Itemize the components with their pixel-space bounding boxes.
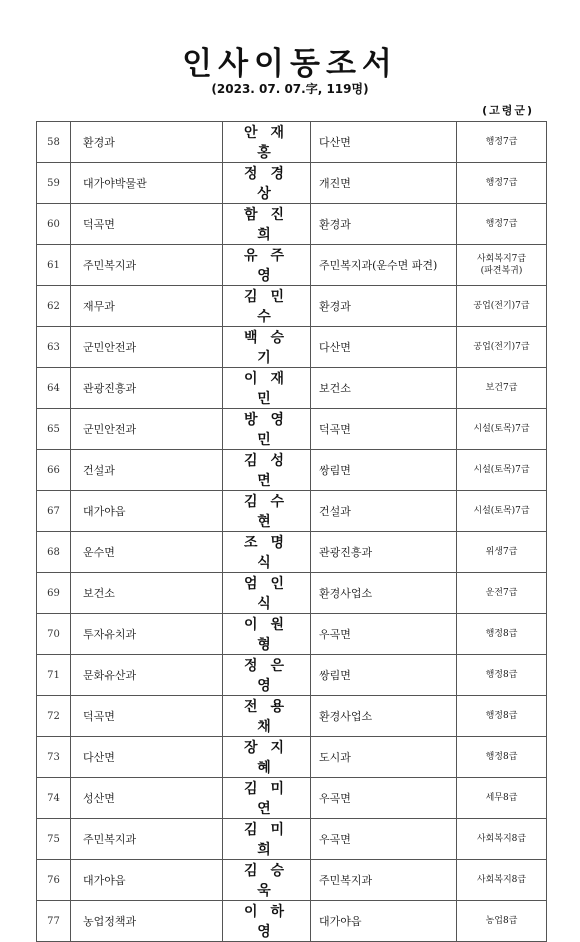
table-row <box>37 409 547 450</box>
employee-name: 김승욱 <box>223 860 311 901</box>
job-grade: 행정7급 <box>457 204 547 245</box>
from-department: 주민복지과 <box>71 245 223 286</box>
job-grade: 공업(전기)7급 <box>457 327 547 368</box>
to-department: 환경과 <box>311 286 457 327</box>
row-number: 68 <box>37 532 71 573</box>
to-department: 대가야읍 <box>311 901 457 942</box>
to-department: 우곡면 <box>311 614 457 655</box>
job-grade: 행정8급 <box>457 696 547 737</box>
row-number: 72 <box>37 696 71 737</box>
from-department: 문화유산과 <box>71 655 223 696</box>
table-row <box>37 573 547 614</box>
job-grade: 보건7급 <box>457 368 547 409</box>
to-department: 우곡면 <box>311 819 457 860</box>
row-number: 60 <box>37 204 71 245</box>
table-row <box>37 696 547 737</box>
from-department: 투자유치과 <box>71 614 223 655</box>
from-department: 환경과 <box>71 122 223 163</box>
from-department: 성산면 <box>71 778 223 819</box>
employee-name: 안재홍 <box>223 122 311 163</box>
job-grade: 공업(전기)7급 <box>457 286 547 327</box>
to-department: 환경사업소 <box>311 573 457 614</box>
to-department: 개진면 <box>311 163 457 204</box>
employee-name: 김성면 <box>223 450 311 491</box>
agency-label: (고령군) <box>482 104 534 117</box>
employee-name: 김미희 <box>223 819 311 860</box>
row-number: 69 <box>37 573 71 614</box>
employee-name: 함진희 <box>223 204 311 245</box>
from-department: 덕곡면 <box>71 696 223 737</box>
row-number: 71 <box>37 655 71 696</box>
job-grade: 시설(토목)7급 <box>457 491 547 532</box>
from-department: 다산면 <box>71 737 223 778</box>
row-number: 58 <box>37 122 71 163</box>
to-department: 건설과 <box>311 491 457 532</box>
job-grade: 시설(토목)7급 <box>457 450 547 491</box>
row-number: 74 <box>37 778 71 819</box>
table-row <box>37 245 547 286</box>
job-grade: 운전7급 <box>457 573 547 614</box>
to-department: 주민복지과(운수면 파견) <box>311 245 457 286</box>
employee-name: 이재민 <box>223 368 311 409</box>
row-number: 61 <box>37 245 71 286</box>
from-department: 관광진흥과 <box>71 368 223 409</box>
from-department: 농업정책과 <box>71 901 223 942</box>
to-department: 쌍림면 <box>311 655 457 696</box>
employee-name: 김미연 <box>223 778 311 819</box>
row-number: 66 <box>37 450 71 491</box>
job-grade: 시설(토목)7급 <box>457 409 547 450</box>
from-department: 대가야읍 <box>71 491 223 532</box>
from-department: 군민안전과 <box>71 409 223 450</box>
row-number: 70 <box>37 614 71 655</box>
from-department: 주민복지과 <box>71 819 223 860</box>
to-department: 환경과 <box>311 204 457 245</box>
row-number: 67 <box>37 491 71 532</box>
from-department: 대가야박물관 <box>71 163 223 204</box>
table-row <box>37 204 547 245</box>
table-row <box>37 450 547 491</box>
from-department: 보건소 <box>71 573 223 614</box>
to-department: 다산면 <box>311 327 457 368</box>
to-department: 쌍림면 <box>311 450 457 491</box>
row-number: 63 <box>37 327 71 368</box>
table-row <box>37 532 547 573</box>
job-grade: 세무8급 <box>457 778 547 819</box>
employee-name: 이원형 <box>223 614 311 655</box>
employee-name: 엄인식 <box>223 573 311 614</box>
table-row <box>37 491 547 532</box>
job-grade: 행정8급 <box>457 655 547 696</box>
row-number: 73 <box>37 737 71 778</box>
table-row <box>37 327 547 368</box>
document-subtitle: (2023. 07. 07.字, 119명) <box>211 82 369 96</box>
table-row <box>37 737 547 778</box>
to-department: 도시과 <box>311 737 457 778</box>
from-department: 운수면 <box>71 532 223 573</box>
row-number: 65 <box>37 409 71 450</box>
employee-name: 김수현 <box>223 491 311 532</box>
job-grade: 사회복지7급 (파견복귀) <box>457 245 547 286</box>
table-row <box>37 778 547 819</box>
job-grade: 행정7급 <box>457 163 547 204</box>
from-department: 재무과 <box>71 286 223 327</box>
to-department: 보건소 <box>311 368 457 409</box>
row-number: 64 <box>37 368 71 409</box>
from-department: 대가야읍 <box>71 860 223 901</box>
employee-name: 정은영 <box>223 655 311 696</box>
employee-name: 정경상 <box>223 163 311 204</box>
row-number: 62 <box>37 286 71 327</box>
to-department: 다산면 <box>311 122 457 163</box>
to-department: 주민복지과 <box>311 860 457 901</box>
employee-name: 전용채 <box>223 696 311 737</box>
row-number: 76 <box>37 860 71 901</box>
table-row <box>37 819 547 860</box>
from-department: 군민안전과 <box>71 327 223 368</box>
row-number: 75 <box>37 819 71 860</box>
to-department: 우곡면 <box>311 778 457 819</box>
from-department: 건설과 <box>71 450 223 491</box>
to-department: 환경사업소 <box>311 696 457 737</box>
table-row <box>37 655 547 696</box>
table-row <box>37 286 547 327</box>
employee-name: 방영민 <box>223 409 311 450</box>
employee-name: 유주영 <box>223 245 311 286</box>
table-row <box>37 614 547 655</box>
to-department: 관광진흥과 <box>311 532 457 573</box>
row-number: 77 <box>37 901 71 942</box>
employee-name: 김민수 <box>223 286 311 327</box>
employee-name: 이하영 <box>223 901 311 942</box>
job-grade: 행정7급 <box>457 122 547 163</box>
job-grade: 농업8급 <box>457 901 547 942</box>
table-row <box>37 122 547 163</box>
job-grade: 행정8급 <box>457 737 547 778</box>
job-grade: 위생7급 <box>457 532 547 573</box>
employee-name: 조명식 <box>223 532 311 573</box>
to-department: 덕곡면 <box>311 409 457 450</box>
table-row <box>37 901 547 942</box>
employee-name: 백승기 <box>223 327 311 368</box>
job-grade: 행정8급 <box>457 614 547 655</box>
employee-name: 장지혜 <box>223 737 311 778</box>
from-department: 덕곡면 <box>71 204 223 245</box>
document-title: 인사이동조서 <box>182 46 398 82</box>
row-number: 59 <box>37 163 71 204</box>
job-grade: 사회복지8급 <box>457 860 547 901</box>
table-row <box>37 163 547 204</box>
job-grade: 사회복지8급 <box>457 819 547 860</box>
table-row <box>37 368 547 409</box>
table-row <box>37 860 547 901</box>
